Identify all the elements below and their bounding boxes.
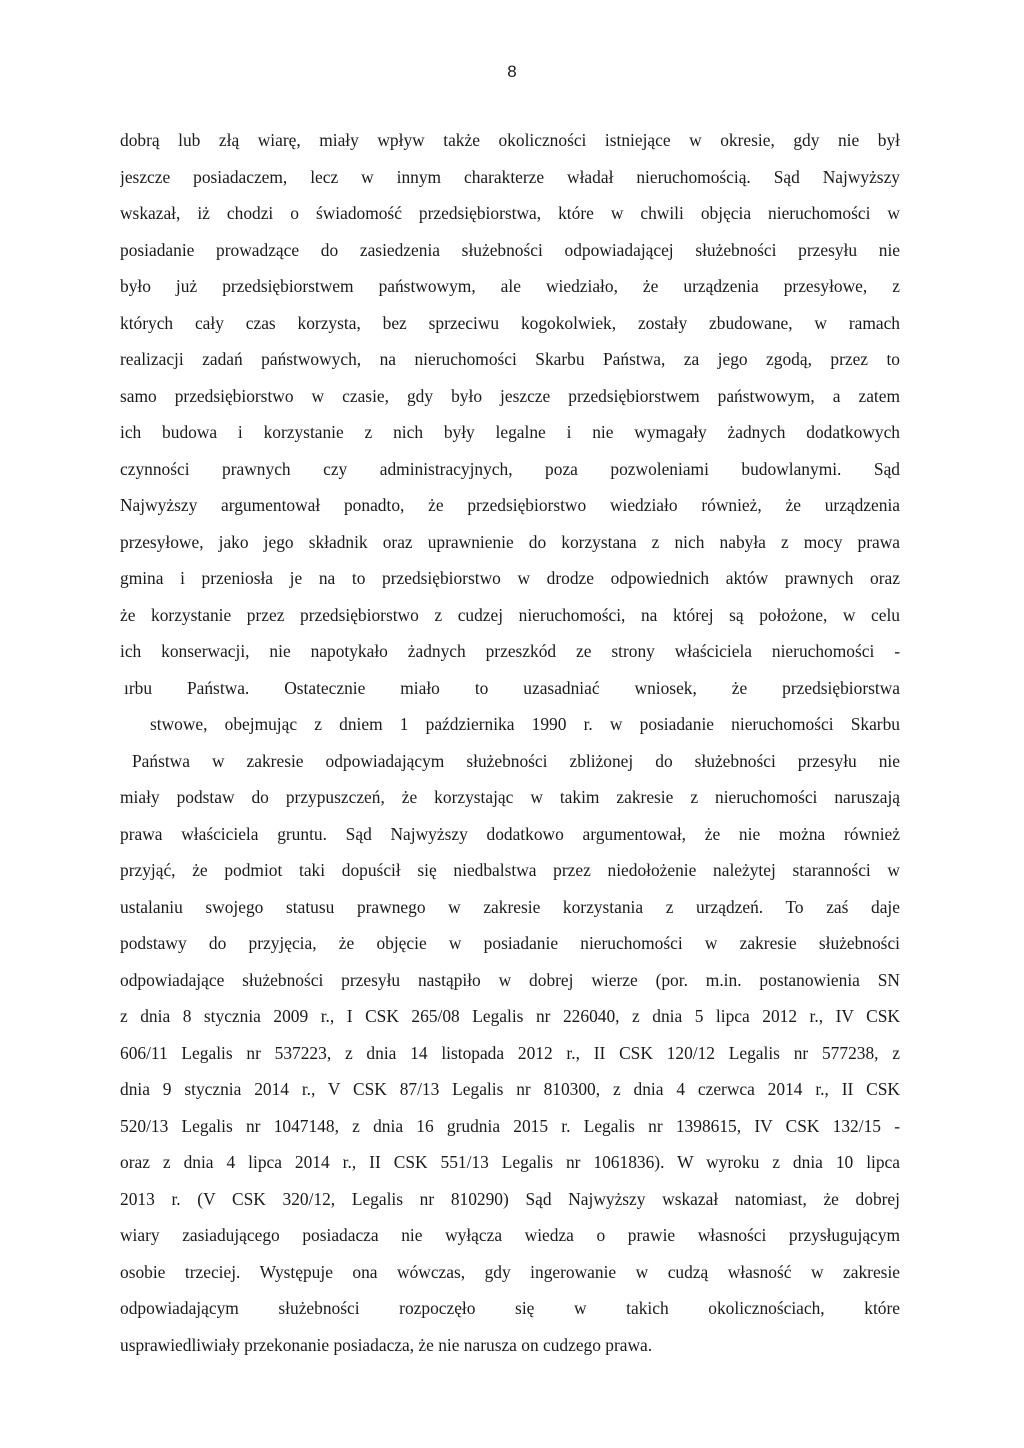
- text-line: dobrą lub złą wiarę, miały wpływ także okoliczności istniejące w okresie, gdy nie był: [120, 130, 900, 150]
- text-line: posiadanie prowadzące do zasiedzenia służebności odpowiadającej służebności przesyłu nie: [120, 239, 900, 260]
- text-line: ich budowa i korzystanie z nich były legalne i nie wymagały żadnych dodatkowych: [120, 422, 900, 442]
- text-line: miały podstaw do przypuszczeń, że korzystając w takim zakresie z nieruchomości naruszają: [120, 787, 900, 807]
- text-line: samo przedsiębiorstwo w czasie, gdy było jeszcze przedsiębiorstwem państwowym, a zatem: [120, 385, 900, 406]
- text-line: z dnia 8 stycznia 2009 r., I CSK 265/08 Legalis nr 226040, z dnia 5 lipca 2012 r., IV CSK: [120, 1006, 900, 1026]
- text-line: przyjąć, że podmiot taki dopuścił się niedbalstwa przez niedołożenie należytej staranności w: [120, 860, 900, 880]
- text-line: wiary zasiadującego posiadacza nie wyłącza wiedza o prawie własności przysługującym: [120, 1225, 900, 1245]
- text-line: Najwyższy argumentował ponadto, że przedsiębiorstwo wiedziało również, że urządzenia: [120, 495, 900, 515]
- text-line: 520/13 Legalis nr 1047148, z dnia 16 grudnia 2015 r. Legalis nr 1398615, IV CSK 132/15 -: [120, 1115, 900, 1136]
- text-line: prawa właściciela gruntu. Sąd Najwyższy dodatkowo argumentował, że nie można również: [120, 823, 900, 844]
- text-line: wskazał, iż chodzi o świadomość przedsiębiorstwa, które w chwili objęcia nieruchomości w: [120, 203, 900, 223]
- text-line: dnia 9 stycznia 2014 r., V CSK 87/13 Legalis nr 810300, z dnia 4 czerwca 2014 r., II CSK: [120, 1079, 900, 1099]
- text-line: 2013 r. (V CSK 320/12, Legalis nr 810290) Sąd Najwyższy wskazał natomiast, że dobrej: [120, 1188, 900, 1209]
- text-line: odpowiadającym służebności rozpoczęło się w takich okolicznościach, które: [120, 1298, 900, 1318]
- document-body: [120, 122, 900, 1363]
- text-line: przesyłowe, jako jego składnik oraz uprawnienie do korzystana z nich nabyła z mocy prawa: [120, 531, 900, 552]
- text-line: gmina i przeniosła je na to przedsiębiorstwo w drodze odpowiednich aktów prawnych oraz: [120, 568, 900, 588]
- text-line: ich konserwacji, nie napotykało żadnych przeszkód ze strony właściciela nieruchomości -: [120, 641, 900, 661]
- text-line: było już przedsiębiorstwem państwowym, ale wiedziało, że urządzenia przesyłowe, z: [120, 276, 900, 296]
- text-line: Państwa w zakresie odpowiadającym służebności zbliżonej do służebności przesyłu nie: [132, 750, 900, 771]
- text-line: ustalaniu swojego statusu prawnego w zakresie korzystania z urządzeń. To zaś daje: [120, 896, 900, 917]
- text-line: jeszcze posiadaczem, lecz w innym charakterze władał nieruchomością. Sąd Najwyższy: [120, 166, 900, 187]
- text-line: stwowe, obejmując z dniem 1 października 1990 r. w posiadanie nieruchomości Skarbu: [150, 714, 900, 734]
- text-line: odpowiadające służebności przesyłu nastąpiło w dobrej wierze (por. m.in. postanowienia SN: [120, 969, 900, 990]
- text-line: ırbu Państwa. Ostatecznie miało to uzasadniać wniosek, że przedsiębiorstwa: [124, 677, 900, 698]
- text-line: że korzystanie przez przedsiębiorstwo z cudzej nieruchomości, na której są położone, w celu: [120, 604, 900, 625]
- text-line: czynności prawnych czy administracyjnych, poza pozwoleniami budowlanymi. Sąd: [120, 458, 900, 479]
- page-number: 8: [507, 62, 517, 81]
- text-line: których cały czas korzysta, bez sprzeciwu kogokolwiek, zostały zbudowane, w ramach: [120, 312, 900, 333]
- text-line: realizacji zadań państwowych, na nieruchomości Skarbu Państwa, za jego zgodą, przez to: [120, 349, 900, 369]
- text-line: oraz z dnia 4 lipca 2014 r., II CSK 551/13 Legalis nr 1061836). W wyroku z dnia 10 lipca: [120, 1152, 900, 1172]
- text-line: 606/11 Legalis nr 537223, z dnia 14 listopada 2012 r., II CSK 120/12 Legalis nr 577238, z: [120, 1042, 900, 1063]
- text-line: usprawiedliwiały przekonanie posiadacza, że nie narusza on cudzego prawa.: [120, 1334, 653, 1355]
- text-line: podstawy do przyjęcia, że objęcie w posiadanie nieruchomości w zakresie służebności: [120, 933, 900, 953]
- text-line: osobie trzeciej. Występuje ona wówczas, gdy ingerowanie w cudzą własność w zakresie: [120, 1261, 900, 1282]
